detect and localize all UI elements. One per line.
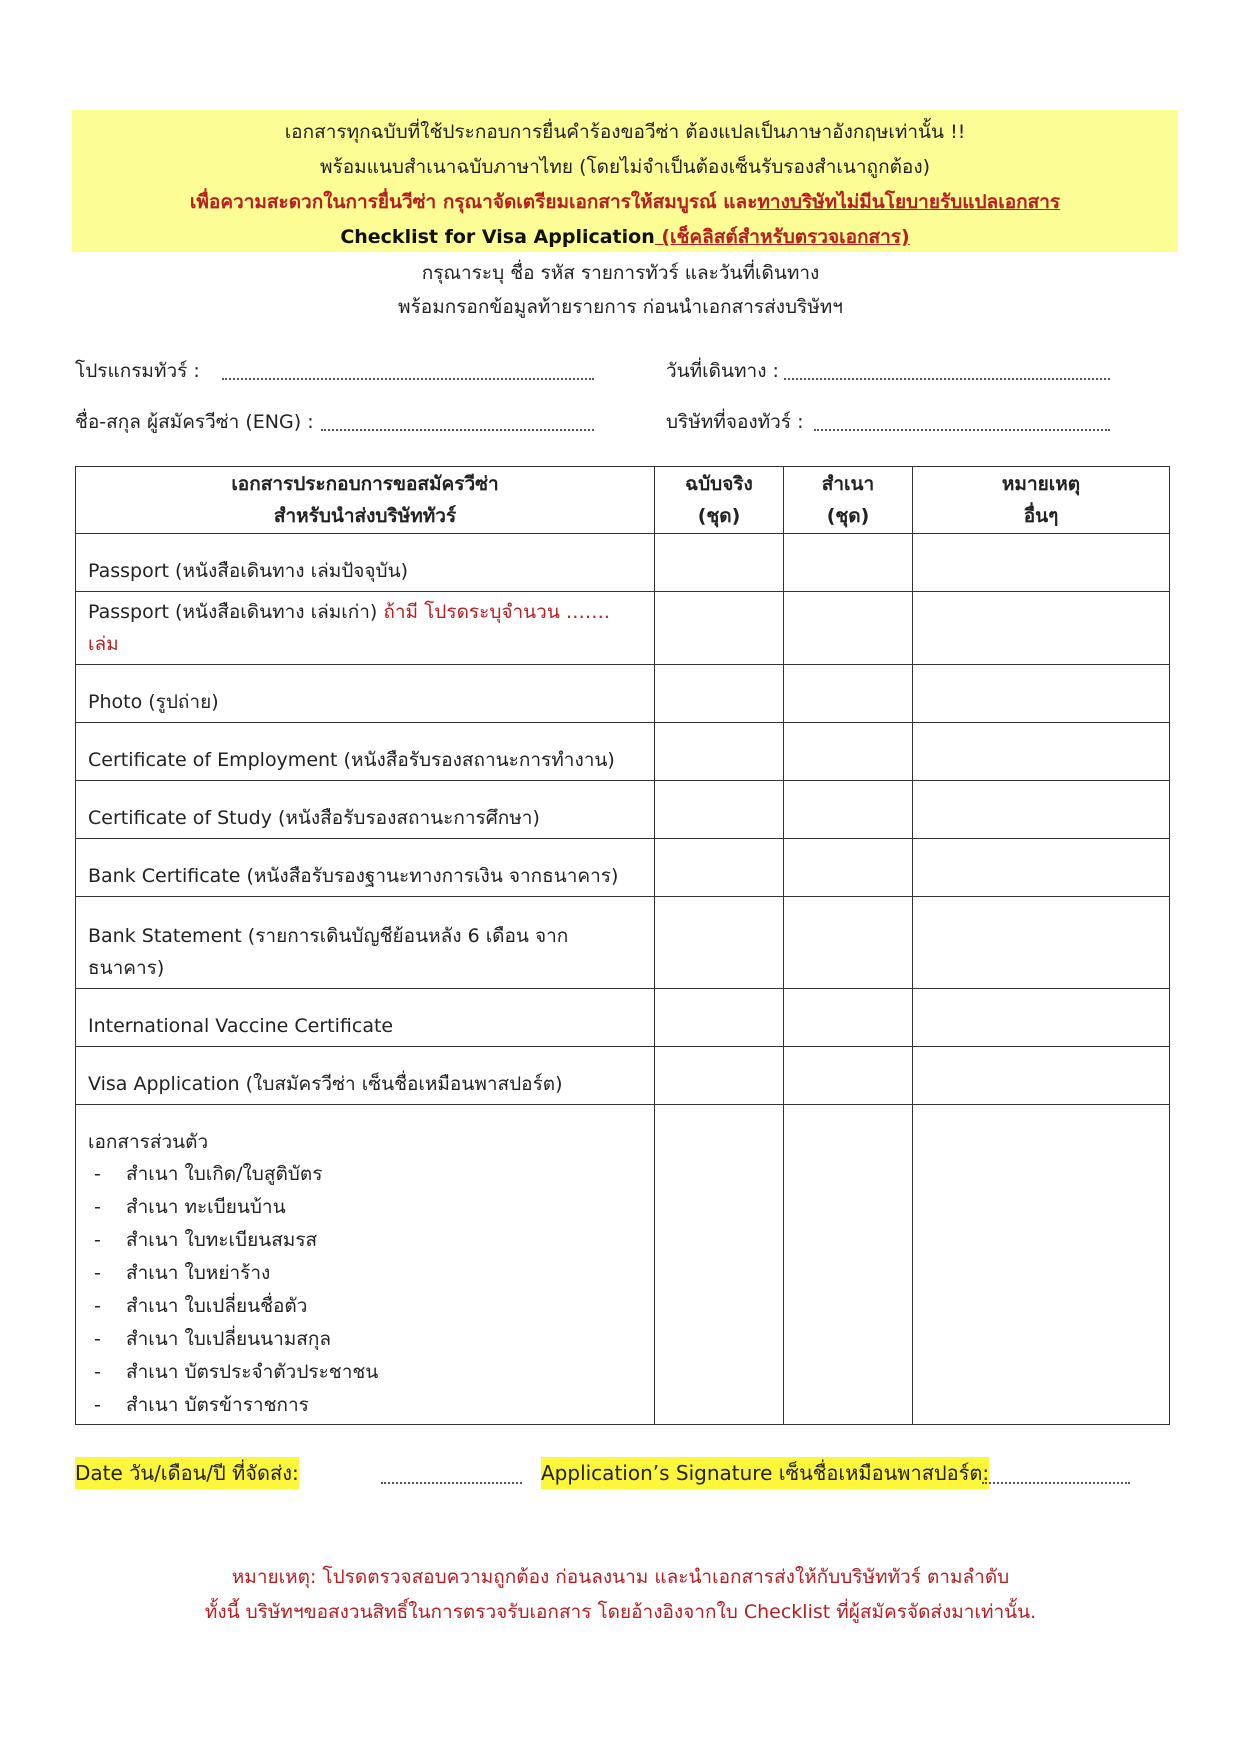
personal-documents-list <box>88 1158 642 1422</box>
instruction-line-1: กรุณาระบุ ชื่อ รหัส รายการทัวร์ และวันที่เดินทาง <box>421 262 820 284</box>
table-row <box>76 781 1170 839</box>
applicant-signature-field[interactable] <box>982 1482 1130 1484</box>
notice-banner <box>72 110 1178 252</box>
remark-cell[interactable] <box>913 781 1170 839</box>
banner-line-2: พร้อมแนบสำเนาฉบับภาษาไทย (โดยไม่จำเป็นต้องเซ็นรับรองสำเนาถูกต้อง) <box>319 156 931 178</box>
copy-count-cell[interactable] <box>784 665 913 723</box>
copy-count-cell[interactable] <box>784 897 913 989</box>
original-count-cell[interactable] <box>655 534 784 592</box>
banner-line-1: เอกสารทุกฉบับที่ใช้ประกอบการยื่นคำร้องขอวีซ่า ต้องแปลเป็นภาษาอังกฤษเท่านั้น !! <box>284 121 966 143</box>
no-translation-policy: ทางบริษัทไม่มีนโยบายรับแปลเอกสาร <box>757 191 1061 213</box>
doc-personal-documents <box>76 1105 655 1425</box>
table-row <box>76 1105 1170 1425</box>
list-item: - สำเนา ใบเปลี่ยนนามสกุล <box>88 1323 642 1356</box>
remark-cell[interactable] <box>913 839 1170 897</box>
remark-cell[interactable] <box>913 723 1170 781</box>
copy-count-cell[interactable] <box>784 1047 913 1105</box>
remark-cell[interactable] <box>913 1105 1170 1425</box>
original-count-cell[interactable] <box>655 723 784 781</box>
original-count-cell[interactable] <box>655 665 784 723</box>
table-row <box>76 839 1170 897</box>
doc-photo: Photo (รูปถ่าย) <box>76 665 655 723</box>
table-row <box>76 665 1170 723</box>
doc-bank-certificate: Bank Certificate (หนังสือรับรองฐานะทางการเงิน จากธนาคาร) <box>76 839 655 897</box>
list-item: - สำเนา บัตรข้าราชการ <box>88 1389 642 1422</box>
table-row <box>76 897 1170 989</box>
remark-cell[interactable] <box>913 1047 1170 1105</box>
travel-date-label: วันที่เดินทาง : <box>666 360 779 382</box>
applicant-name-field[interactable] <box>321 429 594 431</box>
original-count-cell[interactable] <box>655 897 784 989</box>
old-passport-count-note: ถ้ามี โปรดระบุจำนวน ……. เล่ม <box>88 601 610 655</box>
list-item: - สำเนา ใบหย่าร้าง <box>88 1257 642 1290</box>
submission-date-label: Date วัน/เดือน/ปี ที่จัดส่ง: <box>75 1457 299 1489</box>
list-item: - สำเนา ใบเกิด/ใบสูติบัตร <box>88 1158 642 1191</box>
doc-passport-old: Passport (หนังสือเดินทาง เล่มเก่า) ถ้ามี โปรดระบุจำนวน ……. เล่ม <box>76 592 655 665</box>
checklist-title: Checklist for Visa Application <box>340 226 655 248</box>
note-line-2: ทั้งนี้ บริษัทฯขอสงวนสิทธิ์ในการตรวจรับเอกสาร โดยอ้างอิงจากใบ Checklist ที่ผู้สมัครจัดส่งมาเท่านั้น. <box>204 1601 1037 1623</box>
list-item: - สำเนา ใบเปลี่ยนชื่อตัว <box>88 1290 642 1323</box>
copy-count-cell[interactable] <box>784 592 913 665</box>
copy-count-cell[interactable] <box>784 534 913 592</box>
copy-count-cell[interactable] <box>784 723 913 781</box>
doc-visa-application: Visa Application (ใบสมัครวีซ่า เซ็นชื่อเหมือนพาสปอร์ต) <box>76 1047 655 1105</box>
copy-count-cell[interactable] <box>784 839 913 897</box>
table-row <box>76 723 1170 781</box>
remark-cell[interactable] <box>913 534 1170 592</box>
header-remarks: หมายเหตุ อื่นๆ <box>913 467 1170 534</box>
checklist-title-thai: (เช็คลิสต์สำหรับตรวจเอกสาร) <box>654 226 910 248</box>
list-item: - สำเนา ทะเบียนบ้าน <box>88 1191 642 1224</box>
table-row <box>76 592 1170 665</box>
header-documents: เอกสารประกอบการขอสมัครวีซ่า สำหรับนำส่งบริษัททัวร์ <box>76 467 655 534</box>
list-item: - สำเนา ใบทะเบียนสมรส <box>88 1224 642 1257</box>
applicant-name-label: ชื่อ-สกุล ผู้สมัครวีซ่า (ENG) : <box>75 411 314 433</box>
tour-program-field[interactable] <box>222 378 594 380</box>
list-item: - สำเนา บัตรประจำตัวประชาชน <box>88 1356 642 1389</box>
original-count-cell[interactable] <box>655 1105 784 1425</box>
original-count-cell[interactable] <box>655 839 784 897</box>
travel-date-field[interactable] <box>784 378 1110 380</box>
copy-count-cell[interactable] <box>784 1105 913 1425</box>
doc-bank-statement: Bank Statement (รายการเดินบัญชีย้อนหลัง 6 เดือน จาก ธนาคาร) <box>76 897 655 989</box>
tour-company-label: บริษัทที่จองทัวร์ : <box>666 411 804 433</box>
copy-count-cell[interactable] <box>784 989 913 1047</box>
original-count-cell[interactable] <box>655 1047 784 1105</box>
instruction-line-2: พร้อมกรอกข้อมูลท้ายรายการ ก่อนนำเอกสารส่งบริษัทฯ <box>398 296 843 318</box>
doc-employment-certificate: Certificate of Employment (หนังสือรับรองสถานะการทำงาน) <box>76 723 655 781</box>
note-line-1: หมายเหตุ: โปรดตรวจสอบความถูกต้อง ก่อนลงนาม และนำเอกสารส่งให้กับบริษัททัวร์ ตามลำดับ <box>231 1566 1010 1588</box>
banner-line-3 <box>72 187 1178 217</box>
table-row <box>76 1047 1170 1105</box>
header-copy: สำเนา (ชุด) <box>784 467 913 534</box>
document-checklist-table <box>75 466 1170 1425</box>
tour-program-label: โปรแกรมทัวร์ : <box>75 360 200 382</box>
original-count-cell[interactable] <box>655 781 784 839</box>
submission-date-field[interactable] <box>381 1482 522 1484</box>
doc-passport-current: Passport (หนังสือเดินทาง เล่มปัจจุบัน) <box>76 534 655 592</box>
banner-line-4 <box>72 222 1178 252</box>
doc-vaccine-certificate: International Vaccine Certificate <box>76 989 655 1047</box>
remark-cell[interactable] <box>913 897 1170 989</box>
banner-line-3-text: เพื่อความสะดวกในการยื่นวีซ่า กรุณาจัดเตรียมเอกสารให้สมบูรณ์ และ <box>189 191 758 213</box>
table-header-row <box>76 467 1170 534</box>
remark-cell[interactable] <box>913 665 1170 723</box>
remark-cell[interactable] <box>913 989 1170 1047</box>
copy-count-cell[interactable] <box>784 781 913 839</box>
applicant-signature-label: Application’s Signature เซ็นชื่อเหมือนพาสปอร์ต: <box>541 1457 989 1489</box>
personal-documents-title: เอกสารส่วนตัว <box>88 1131 209 1153</box>
table-row <box>76 534 1170 592</box>
original-count-cell[interactable] <box>655 592 784 665</box>
remark-cell[interactable] <box>913 592 1170 665</box>
original-count-cell[interactable] <box>655 989 784 1047</box>
header-original: ฉบับจริง (ชุด) <box>655 467 784 534</box>
table-row <box>76 989 1170 1047</box>
tour-company-field[interactable] <box>814 429 1110 431</box>
doc-study-certificate: Certificate of Study (หนังสือรับรองสถานะการศึกษา) <box>76 781 655 839</box>
